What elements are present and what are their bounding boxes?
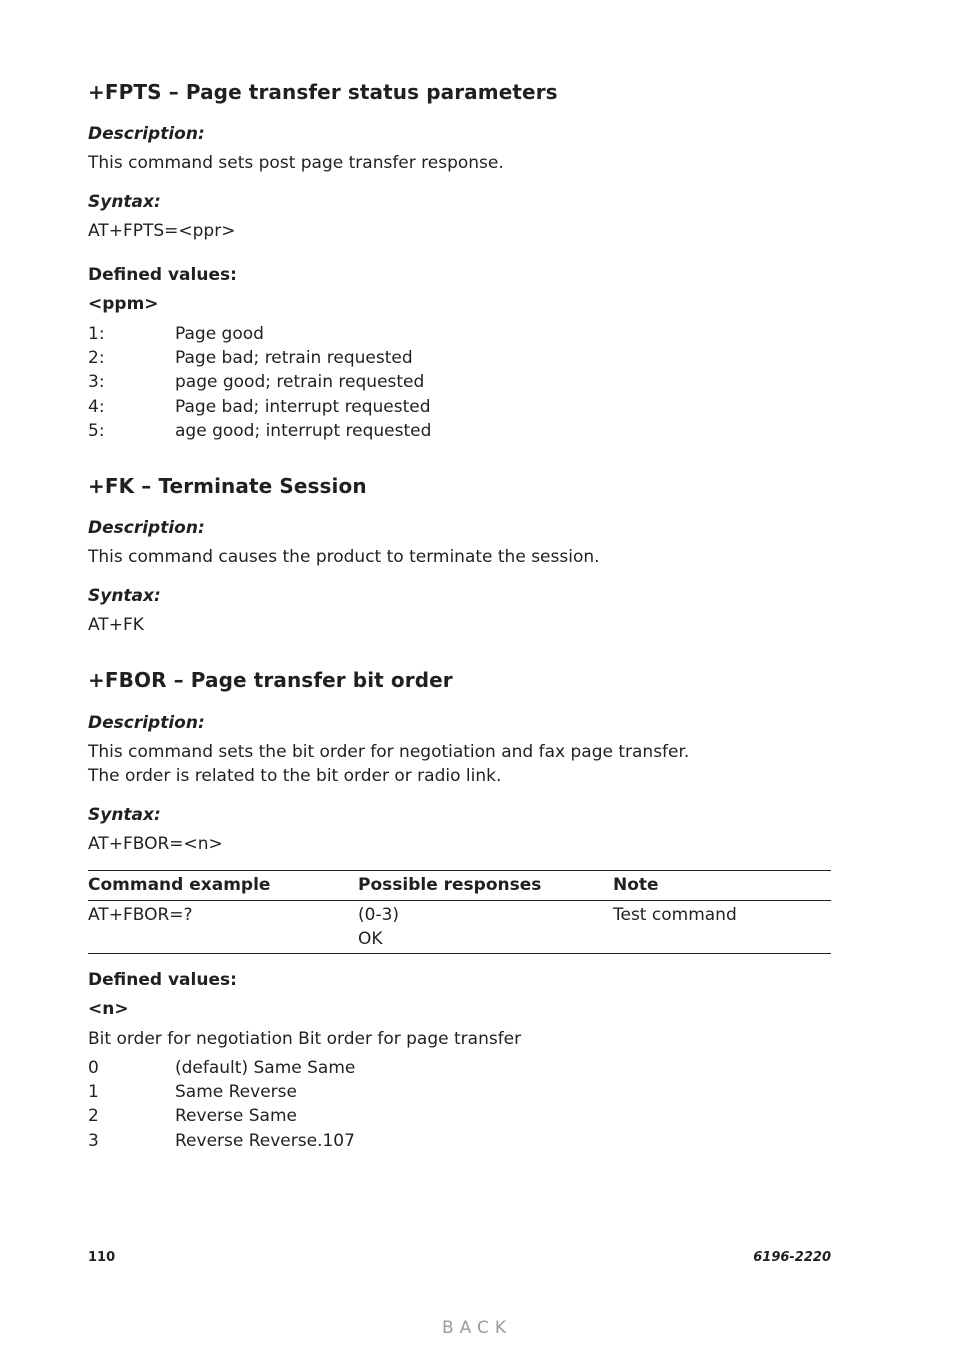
- fk-syntax-text: AT+FK: [88, 615, 144, 635]
- fbor-value-row: [88, 1131, 831, 1155]
- value-text: Same Reverse: [175, 1082, 297, 1102]
- cell-response: [358, 901, 613, 954]
- fbor-value-row: [88, 1058, 831, 1082]
- fpts-defined-values-label: Defined values:: [88, 265, 237, 285]
- value-text: age good; interrupt requested: [175, 421, 432, 441]
- fpts-value-row: [88, 421, 831, 445]
- fpts-value-row: [88, 372, 831, 396]
- value-key: 4:: [88, 397, 105, 417]
- fbor-description-line1: This command sets the bit order for negotiation and fax page transfer.: [88, 742, 690, 762]
- command-example-table: [88, 870, 831, 954]
- header-note: Note: [613, 871, 831, 901]
- fbor-value-row: [88, 1082, 831, 1106]
- fpts-param-name: <ppm>: [88, 294, 159, 314]
- fbor-syntax-text: AT+FBOR=<n>: [88, 834, 223, 854]
- value-key: 2: [88, 1106, 99, 1126]
- cell-note: Test command: [613, 901, 831, 954]
- fk-description-text: This command causes the product to terminate the session.: [88, 547, 600, 567]
- response-line2: OK: [358, 929, 383, 949]
- table-header-row: [88, 871, 831, 901]
- value-key: 0: [88, 1058, 99, 1078]
- header-command-example: Command example: [88, 871, 358, 901]
- fpts-value-row: [88, 397, 831, 421]
- document-page: [88, 0, 831, 1351]
- value-text: page good; retrain requested: [175, 372, 425, 392]
- fbor-description-line2: The order is related to the bit order or radio link.: [88, 766, 502, 786]
- fpts-description-text: This command sets post page transfer response.: [88, 153, 504, 173]
- fpts-section-title: +FPTS – Page transfer status parameters: [88, 80, 558, 104]
- fbor-section-title: +FBOR – Page transfer bit order: [88, 668, 453, 692]
- value-key: 1:: [88, 324, 105, 344]
- fbor-defined-values-label: Defined values:: [88, 970, 237, 990]
- table-row: [88, 901, 831, 954]
- document-number: 6196-2220: [753, 1250, 831, 1265]
- value-text: Reverse Reverse.107: [175, 1131, 355, 1151]
- fpts-value-row: [88, 324, 831, 348]
- fk-syntax-label: Syntax:: [88, 586, 161, 606]
- value-key: 3: [88, 1131, 99, 1151]
- fbor-syntax-label: Syntax:: [88, 805, 161, 825]
- value-text: (default) Same Same: [175, 1058, 356, 1078]
- value-key: 1: [88, 1082, 99, 1102]
- value-key: 2:: [88, 348, 105, 368]
- fpts-value-row: [88, 348, 831, 372]
- fpts-syntax-text: AT+FPTS=<ppr>: [88, 221, 236, 241]
- fk-description-label: Description:: [88, 518, 205, 538]
- page-number: 110: [88, 1250, 116, 1265]
- value-text: Page good: [175, 324, 264, 344]
- value-key: 3:: [88, 372, 105, 392]
- response-line1: (0-3): [358, 905, 400, 925]
- value-text: Page bad; retrain requested: [175, 348, 413, 368]
- fbor-param-description: Bit order for negotiation Bit order for page transfer: [88, 1029, 522, 1049]
- fbor-value-row: [88, 1106, 831, 1130]
- value-key: 5:: [88, 421, 105, 441]
- header-possible-responses: Possible responses: [358, 871, 613, 901]
- fk-section-title: +FK – Terminate Session: [88, 474, 367, 498]
- fbor-param-name: <n>: [88, 999, 129, 1019]
- value-text: Reverse Same: [175, 1106, 297, 1126]
- fbor-description-label: Description:: [88, 713, 205, 733]
- fpts-description-label: Description:: [88, 124, 205, 144]
- cell-command: AT+FBOR=?: [88, 901, 358, 954]
- value-text: Page bad; interrupt requested: [175, 397, 431, 417]
- fpts-syntax-label: Syntax:: [88, 192, 161, 212]
- back-link[interactable]: BACK: [441, 1318, 512, 1338]
